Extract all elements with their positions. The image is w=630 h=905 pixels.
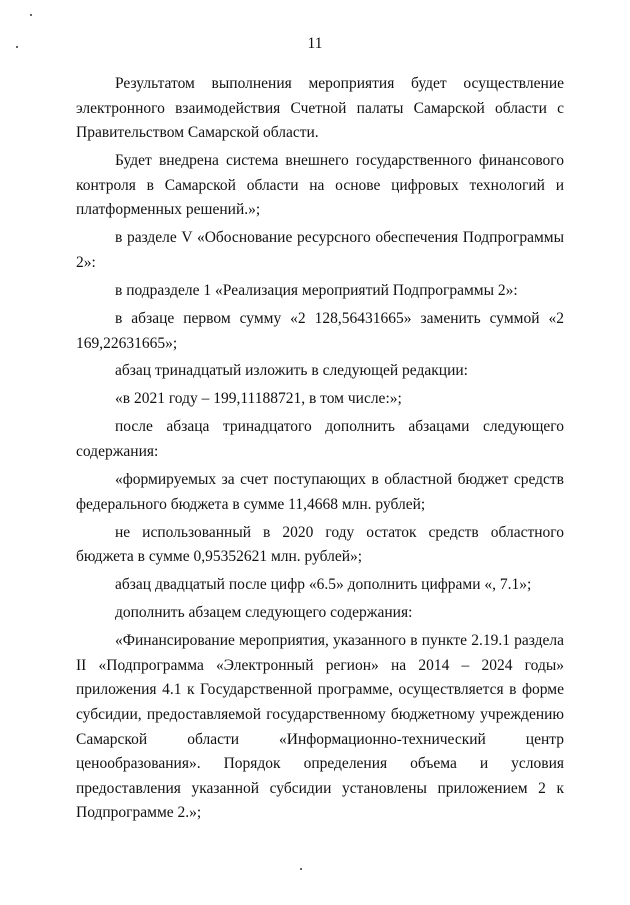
paragraph-after-thirteenth: после абзаца тринадцатого дополнить абзацами следующего содержания: (76, 418, 564, 461)
paragraph-federal-funds: «формируемых за счет поступающих в областной бюджет средств федерального бюджета в сумме 11,4668 млн. рублей; (76, 471, 564, 513)
paragraph-first-amount: в абзаце первом сумму «2 128,56431665» заменить суммой «2 169,22631665»; (76, 309, 564, 352)
scan-speck (300, 868, 302, 870)
paragraph-thirteenth: абзац тринадцатый изложить в следующей редакции: (115, 362, 468, 380)
page-number: 11 (307, 35, 323, 52)
paragraph-financing: «Финансирование мероприятия, указанного в пункте 2.19.1 раздела II «Подпрограмма «Электронный регион» на 2014 – 2024 годы» приложения 4.1 к Государственной программе, осуществляется в форме субсидии, предоставляемой государственному бюджетному учреждению Самарской области «Информационно-технический центр ценообразования». Порядок определения объема и условия предоставления указанной субсидии установлены приложением 2 к Подпрограмме 2.»; (76, 632, 564, 822)
paragraph-unused-balance: не использованный в 2020 году остаток средств областного бюджета в сумме 0,95352621 млн. рублей»; (76, 523, 564, 566)
paragraph-subsection-1: в подразделе 1 «Реализация мероприятий Подпрограммы 2»: (115, 281, 518, 299)
paragraph-add-paragraph: дополнить абзацем следующего содержания: (115, 604, 413, 622)
paragraph-twentieth: абзац двадцатый после цифр «6.5» дополнить цифрами «, 7.1»; (115, 576, 532, 594)
paragraph-result: Результатом выполнения мероприятия будет осуществление электронного взаимодействия Счетной палаты Самарской области с Правительством Самарской области. (76, 75, 564, 142)
paragraph-section-v: в разделе V «Обоснование ресурсного обеспечения Подпрограммы 2»: (76, 229, 564, 271)
scan-speck (30, 14, 32, 16)
paragraph-2021-amount: «в 2021 году – 199,11188721, в том числе:»; (115, 390, 402, 408)
document-body (76, 72, 564, 829)
paragraph-control-system: Будет внедрена система внешнего государственного финансового контроля в Самарской области на основе цифровых технологий и платформенных решений.»; (76, 152, 564, 219)
